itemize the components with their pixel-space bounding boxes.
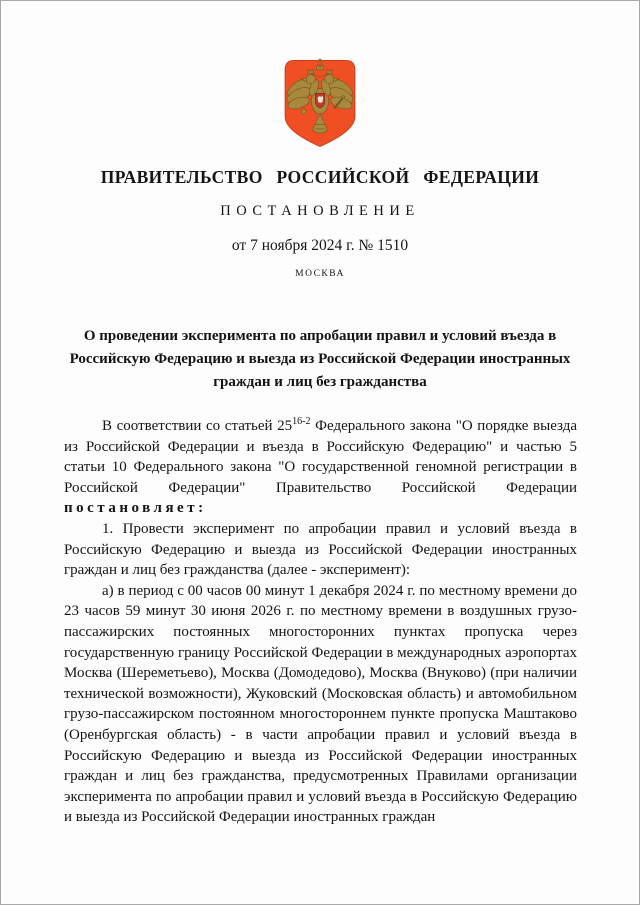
paragraph-preamble [64,416,577,519]
emblem-container [1,1,639,149]
russia-coat-of-arms-icon [277,57,363,149]
document-body [64,416,577,828]
article-superscript: 16-2 [292,416,311,427]
paragraph-item-1: 1. Провести эксперимент по апробации правил и условий въезда в Российскую Федерацию и выезда из Российской Федерации иностранных граждан и лиц без гражданства (далее - эксперимент): [64,520,577,579]
decree-type-label: ПОСТАНОВЛЕНИЕ [220,203,420,219]
city-label: МОСКВА [295,269,345,279]
preamble-lead: В соответствии со статьей 25 [102,418,293,434]
government-name: ПРАВИТЕЛЬСТВО РОССИЙСКОЙ ФЕДЕРАЦИИ [100,167,540,187]
preamble-rest: Федерального закона "О порядке выезда из Российской Федерации и въезда в Российскую Федерацию" и частью 5 статьи 10 Федерального закона "О государственной геномной регистрации в Российской Федерации" Правительство Российской Федерации [64,418,577,496]
document-title: О проведении эксперимента по апробации правил и условий въезда в Российскую Федерацию и выезда из Российской Федерации иностранных граждан и лиц без гражданства [69,328,571,390]
decree-date-number: от 7 ноября 2024 г. № 1510 [231,237,409,254]
paragraph-item-1a: а) в период с 00 часов 00 минут 1 декабря 2024 г. по местному времени до 23 часов 59 минут 30 июня 2026 г. по местному времени в воздушных грузо-пассажирских постоянных многосторонних пунктах пропуска через государственную границу Российской Федерации в международных аэропортах Москва (Шереметьево), Москва (Домодедово), Москва (Внуково) (при наличии технической возможности), Жуковский (Московская область) и автомобильном грузо-пассажирском постоянном многостороннем пункте пропуска Маштаково (Оренбургская область) - в части апробации правил и условий въезда в Российскую Федерацию и выезда из Российской Федерации иностранных граждан и лиц без гражданства, предусмотренных Правилами организации эксперимента по апробации правил и условий въезда в Российскую Федерацию и выезда из Российской Федерации иностранных граждан [64,582,577,826]
resolves-word: постановляет: [64,500,207,517]
